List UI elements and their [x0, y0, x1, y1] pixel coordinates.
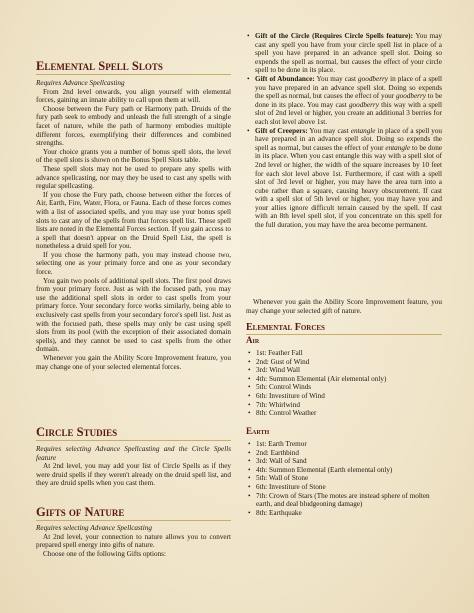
air-heading: Air	[246, 335, 260, 345]
gifts-of-nature-p2: Choose one of the following Gifts options:	[43, 549, 166, 558]
gift-text: in place of a spell you have prepared in an advance spell slot. Doing so expends the spell as normal, but causes the effect of your	[255, 126, 443, 152]
spell-name: goodberry	[348, 100, 379, 109]
spell-slots-p2: Choose between the Fury path or Harmony path. Druids of the fury path seek to embody and unleash the full strength of a single facet of nature, while the path of harmony embodies multiple different forces, exemplifying their differences and combined strengths.	[36, 104, 231, 148]
gift-item	[246, 32, 442, 75]
gift-text: You may cast	[309, 126, 351, 135]
spell-entry: • 6th: Investiture of Wind	[246, 392, 442, 401]
spell-slots-body	[36, 79, 231, 371]
spell-entry: • 2nd: Earthbind	[246, 449, 442, 458]
spell-name: goodberry	[358, 74, 388, 83]
spell-entry: • 3rd: Wind Wall	[246, 366, 442, 375]
spell-entry: • 4th: Summon Elemental (Air elemental only)	[246, 375, 442, 384]
gift-text: in place of a spell you have prepared in an advance spell slot. Doing so expends the spell as normal, but causes the effect of your	[255, 74, 442, 101]
earth-spell-list	[246, 440, 442, 517]
spell-entry: • 7th: Crown of Stars (The motes are instead sphere of molten earth, and deal bludgeoning damage)	[246, 492, 442, 509]
spell-slots-p8: Whenever you gain the Ability Score Improvement feature, you may change one of your selected elemental forces.	[36, 354, 231, 371]
spell-slots-p3: Your choice grants you a number of bonus spell slots, the level of the spell slots is shown on the Bonus Spell Slots table.	[36, 147, 231, 165]
gift-text: to be done in its place. When you cast entangle this way with a spell slot of 2nd level or higher, the width of the square increases by 10 feet for each slot level above 1st. Furthermore, if cast with a spell slot of 3rd level or higher, you may have the area turn into a cube rather than a square, causing heavy obscurement. If cast with a spell slot of 5th level or higher, you may have you and your allies ignore difficult terrain caused by the spell. If cast with an 8th level spell slot, if you concentrate on this spell for the full duration, you may have the area become permanent.	[255, 143, 442, 230]
elemental-forces-heading: Elemental Forces	[246, 323, 442, 335]
air-spell-list	[246, 349, 442, 418]
spell-entry: • 8th: Earthquake	[246, 509, 442, 518]
spell-name: entangle	[350, 126, 376, 135]
spell-entry: • 1st: Earth Tremor	[246, 440, 442, 449]
gifts-of-nature-heading: Gifts of Nature	[36, 506, 231, 521]
gifts-of-nature-p1: At 2nd level, your connection to nature allows you to convert prepared spell energy into gifts of nature.	[36, 532, 231, 550]
gift-text: You may cast any spell you have from your circle spell list in place of a spell you have prepared in an advance spell slot. Doing so expends the spell as normal, but causes the effect of your circle spell to be done in its place.	[255, 32, 442, 75]
spell-slots-p5: If you chose the Fury path, choose between either the forces of Air, Earth, Fire, Water, Flora, or Fauna. Each of these forces comes with a list of associated spells, and you may use your bonus spell slots to cast any of the spells from that forces spell list. These spell lists are noted in the Elemental Forces section. If you gain access to a spell that doesn't appear on the Druid Spell List, the spell is nonetheless a druid spell for you.	[36, 190, 231, 251]
circle-studies-prereq: Requires selecting Advance Spellcasting and the Circle Spells feature	[36, 445, 231, 462]
spell-entry: • 4th: Summon Elemental (Earth elemental only)	[246, 466, 442, 475]
spell-name: goodberry	[396, 92, 426, 101]
earth-heading: Earth	[246, 426, 270, 436]
gift-name: Gift of Creepers:	[255, 126, 308, 135]
spell-slots-p6: If you chose the harmony path, you may instead choose two, selecting one as your primary force and one as your secondary force.	[36, 250, 231, 277]
gift-options-list	[246, 32, 442, 230]
circle-studies-p1: At 2nd level, you may add your list of Circle Spells as if they were druid spells if they weren't already on the druid spell list, and they are druid spells when you cast them.	[36, 462, 231, 488]
gift-name: Gift of the Circle (Requires Circle Spells feature):	[255, 32, 413, 40]
gift-item	[246, 75, 442, 127]
gift-text: to be done in its place. You may cast	[255, 92, 443, 109]
spell-slots-prereq: Requires Advance Spellcasting	[36, 79, 125, 87]
circle-studies-heading: Circle Studies	[36, 426, 231, 441]
spell-entry: • 6th: Investiture of Stone	[246, 483, 442, 492]
gift-item	[246, 127, 442, 230]
spell-entry: • 1st: Feather Fall	[246, 349, 442, 358]
gift-name: Gift of Abundance:	[255, 74, 315, 83]
spell-name: entangle	[385, 143, 411, 152]
asi-note: Whenever you gain the Ability Score Improvement feature, you may change your selected gift of nature.	[246, 298, 442, 315]
spell-slots-p7: You gain two pools of additional spell slots. The first pool draws from your primary force. Just as with the focused path, you may use the additional spell slots in order to cast spells from your primary force. Your secondary force works similarly, being able to exclusively cast spells from your secondary force's spell list. Just as with the focused path, these spells may only be cast using spell slots from its pool (with the exception of their associated domain spells), and they cannot be used to cast spells from the other domain.	[36, 276, 231, 354]
spell-slots-p4: These spell slots may not be used to prepare any spells with advance spellcasting, nor may they be used to cast any spells with regular spellcasting.	[36, 164, 231, 191]
spell-entry: • 7th: Whirlwind	[246, 401, 442, 410]
spell-entry: • 5th: Control Winds	[246, 383, 442, 392]
gifts-of-nature-body	[36, 524, 231, 558]
spell-entry: • 5th: Wall of Stone	[246, 474, 442, 483]
gifts-of-nature-prereq: Requires selecting Advance Spellcasting	[36, 524, 152, 532]
gift-text: You may cast	[316, 74, 359, 83]
spell-slots-p1: From 2nd level onwards, you align yourself with elemental forces, gaining an innate ability to call upon them at will.	[36, 87, 231, 105]
spell-entry: • 2nd: Gust of Wind	[246, 358, 442, 367]
circle-studies-body	[36, 445, 231, 488]
spell-entry: • 3rd: Wall of Sand	[246, 457, 442, 466]
spell-entry: • 8th: Control Weather	[246, 409, 442, 418]
spell-slots-heading: Elemental Spell Slots	[36, 60, 231, 75]
gift-text: this way with a spell slot of 2nd level or higher, you create an additional 3 berries for each slot level above 1st.	[255, 100, 442, 126]
